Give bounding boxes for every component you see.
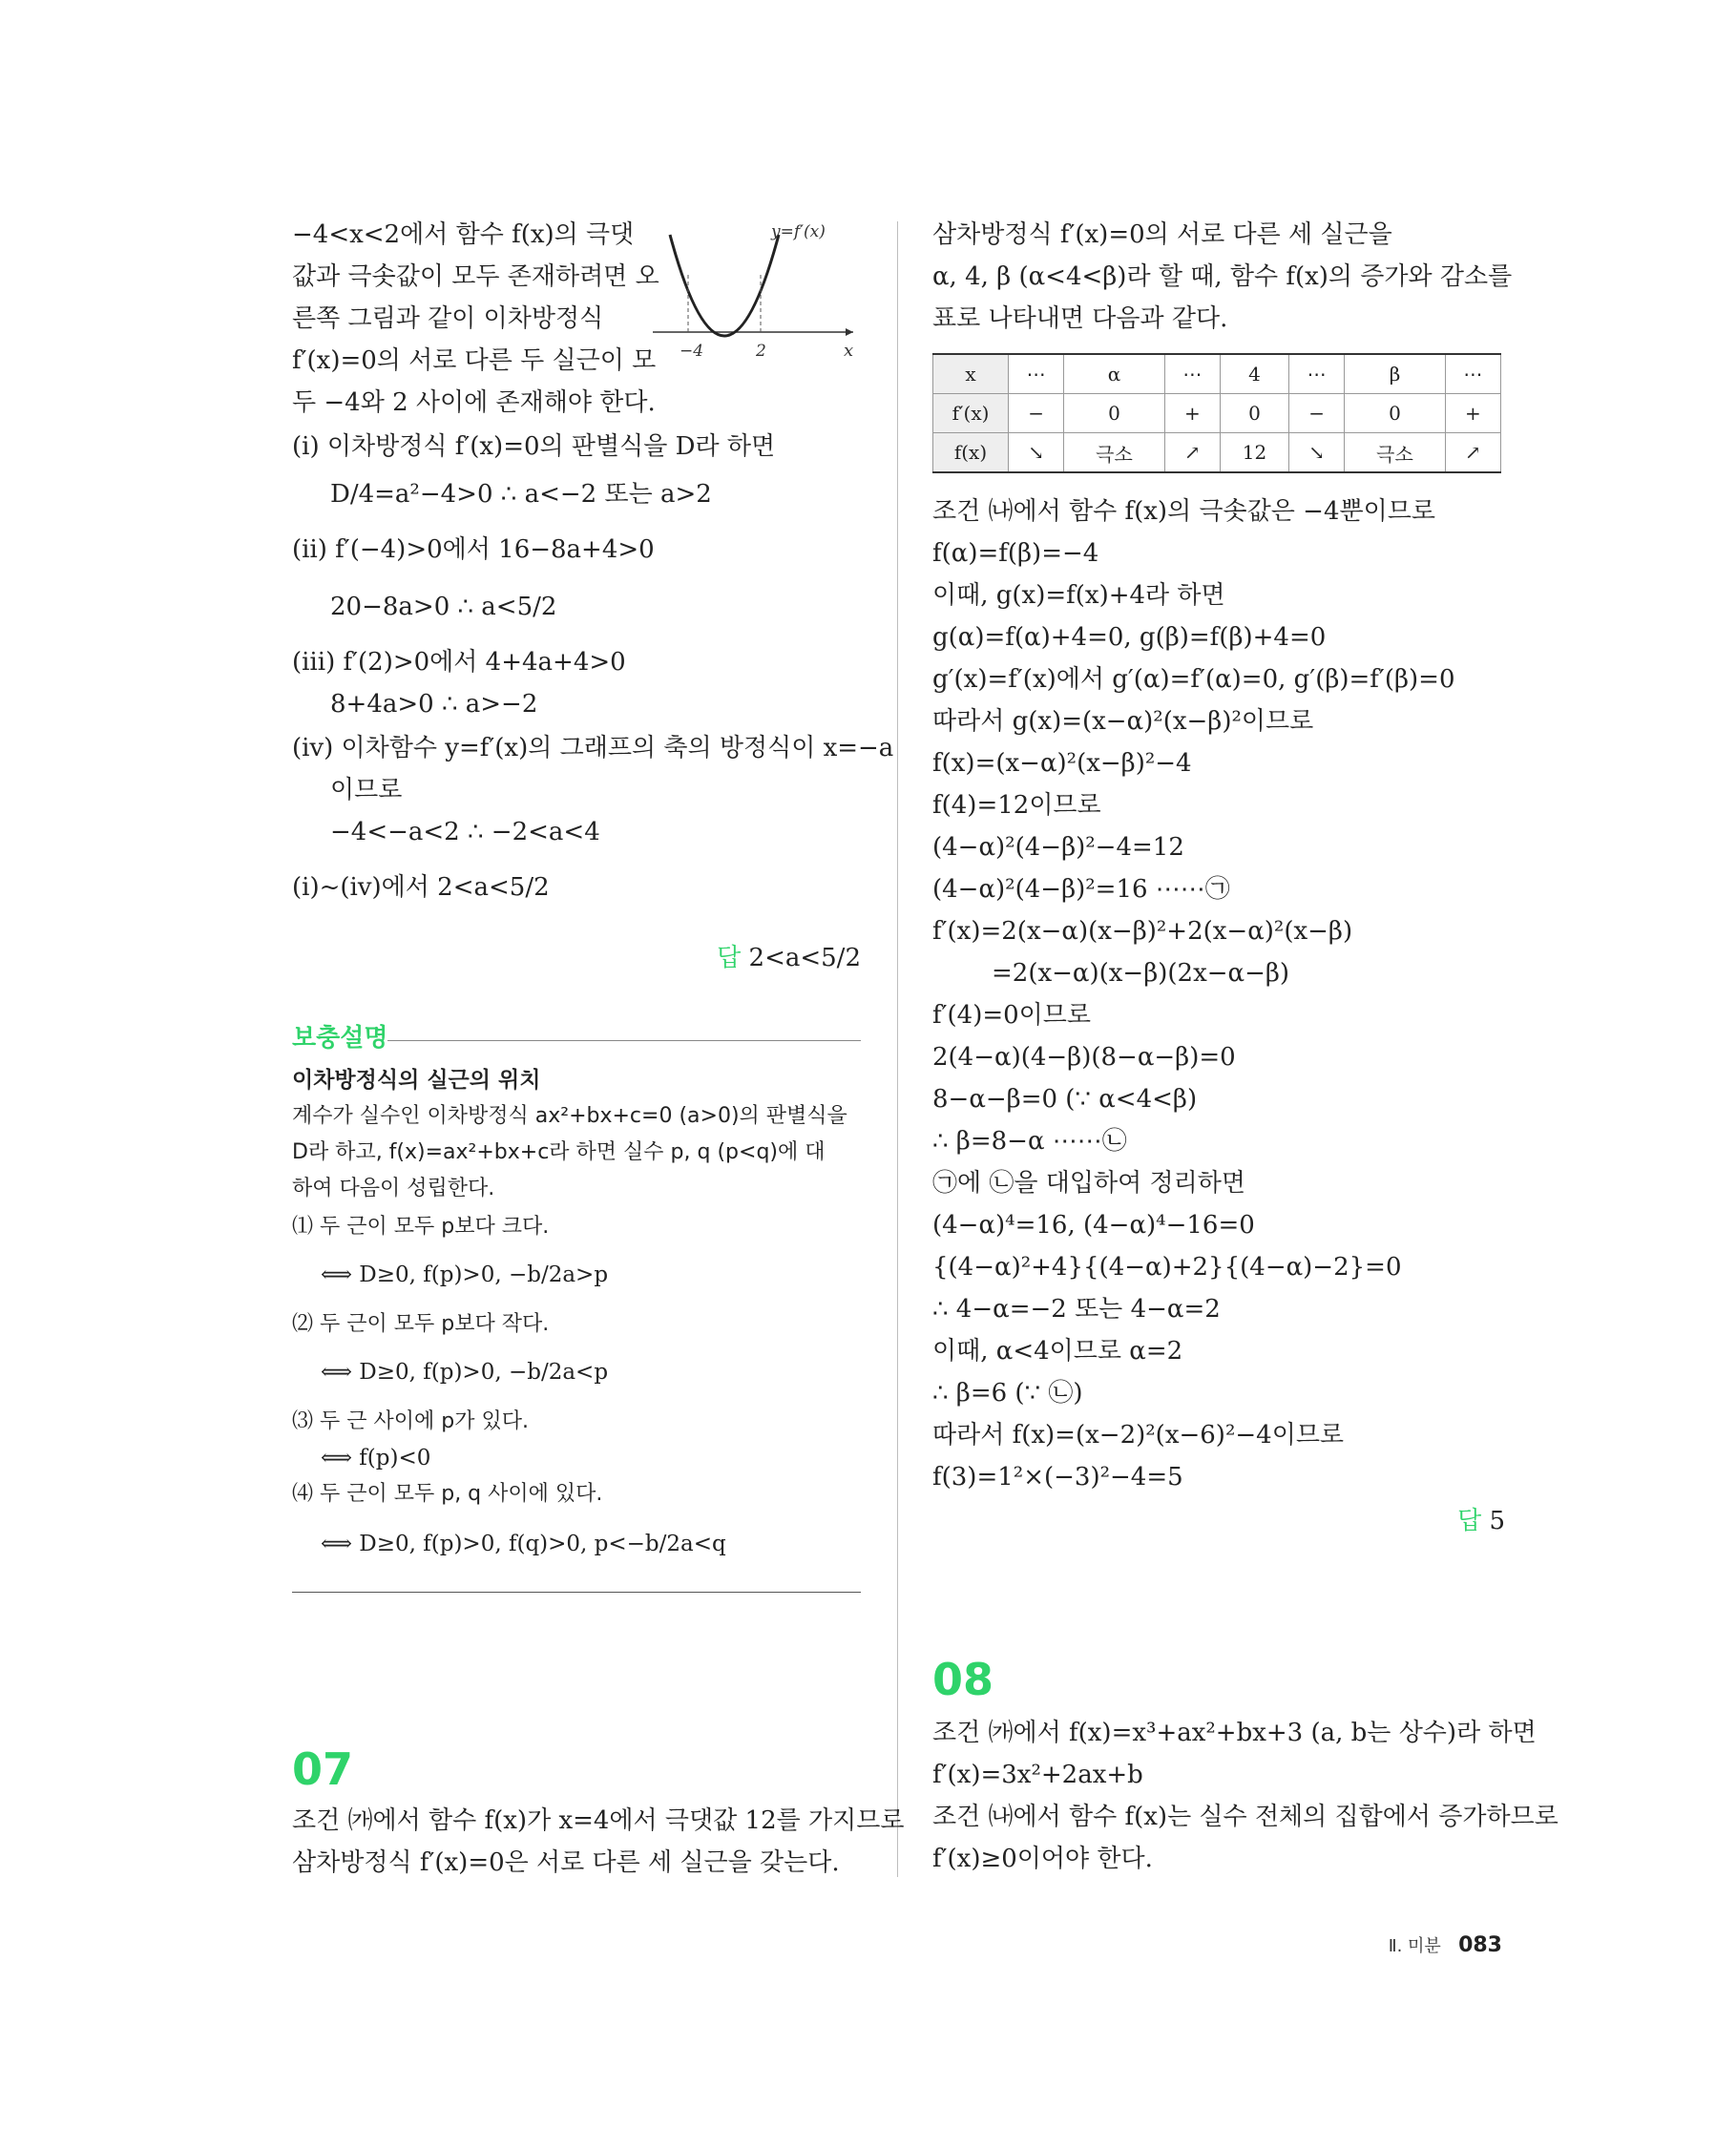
text-line: (4−α)²(4−β)²−4=12	[932, 833, 1184, 862]
supplement-line: 하여 다음이 성립한다.	[292, 1177, 495, 1200]
sign-table	[932, 353, 1501, 473]
column-divider	[897, 221, 898, 1877]
text-line: f′(x)=0의 서로 다른 두 실근이 모	[292, 346, 657, 375]
table-row	[933, 354, 1501, 394]
text-line: ㉠에 ㉡을 대입하여 정리하면	[932, 1169, 1245, 1198]
supplement-line: ⑵ 두 근이 모두 p보다 작다.	[292, 1312, 550, 1336]
answer-mark: 답	[1457, 1507, 1482, 1535]
text-line: 조건 ㈏에서 함수 f(x)의 극솟값은 −4뿐이므로	[932, 497, 1435, 526]
text-line: 8+4a>0 ∴ a>−2	[330, 690, 538, 719]
text-line: {(4−α)²+4}{(4−α)+2}{(4−α)−2}=0	[932, 1253, 1402, 1282]
text-line: ∴ 4−α=−2 또는 4−α=2	[932, 1295, 1221, 1324]
table-cell: 극소	[1345, 433, 1445, 473]
supplement-line: ⟺ f(p)<0	[321, 1446, 431, 1471]
text-line: 삼차방정식 f′(x)=0의 서로 다른 세 실근을	[932, 220, 1392, 249]
supplement-header-rule	[387, 1040, 861, 1041]
text-line: 조건 ㈏에서 함수 f(x)는 실수 전체의 집합에서 증가하므로	[932, 1803, 1558, 1831]
table-cell: ⋯	[1009, 354, 1064, 394]
supplement-line: ⑶ 두 근 사이에 p가 있다.	[292, 1409, 529, 1433]
text-line: 20−8a>0 ∴ a<5/2	[330, 593, 557, 621]
text-line: 표로 나타내면 다음과 같다.	[932, 304, 1228, 333]
text-line: 조건 ㈎에서 함수 f(x)가 x=4에서 극댓값 12를 가지므로	[292, 1806, 905, 1835]
table-cell: +	[1164, 394, 1220, 433]
supplement-line: D라 하고, f(x)=ax²+bx+c라 하면 실수 p, q (p<q)에 대	[292, 1140, 826, 1164]
table-cell: ↗	[1445, 433, 1500, 473]
answer-value: 5	[1489, 1507, 1505, 1535]
text-line: (ⅰ)~(ⅳ)에서 2<a<5/2	[292, 873, 550, 902]
table-cell: 12	[1220, 433, 1288, 473]
text-line: (4−α)⁴=16, (4−α)⁴−16=0	[932, 1211, 1255, 1240]
problem-number: 07	[292, 1743, 354, 1795]
section-label: Ⅱ. 미분	[1388, 1936, 1441, 1956]
table-cell: α	[1064, 354, 1164, 394]
text-line: 이때, g(x)=f(x)+4라 하면	[932, 581, 1225, 610]
text-line: f′(x)≥0이어야 한다.	[932, 1845, 1153, 1873]
table-cell: 0	[1220, 394, 1288, 433]
text-line: f(3)=1²×(−3)²−4=5	[932, 1463, 1183, 1492]
text-line: =2(x−α)(x−β)(2x−α−β)	[992, 959, 1290, 988]
text-line: D/4=a²−4>0 ∴ a<−2 또는 a>2	[330, 480, 712, 509]
text-line: (ⅱ) f′(−4)>0에서 16−8a+4>0	[292, 535, 655, 564]
text-line: 른쪽 그림과 같이 이차방정식	[292, 304, 604, 333]
text-line: (4−α)²(4−β)²=16 ⋯⋯㉠	[932, 875, 1230, 904]
text-line: −4<x<2에서 함수 f(x)의 극댓	[292, 220, 635, 249]
text-line: 두 −4와 2 사이에 존재해야 한다.	[292, 388, 656, 417]
table-cell: f′(x)	[933, 394, 1009, 433]
table-cell: β	[1345, 354, 1445, 394]
text-line: (ⅳ) 이차함수 y=f′(x)의 그래프의 축의 방정식이 x=−a	[292, 734, 894, 762]
table-cell: f(x)	[933, 433, 1009, 473]
text-line: 값과 극솟값이 모두 존재하려면 오	[292, 262, 659, 291]
tick-label: 2	[756, 342, 766, 361]
problem-number: 08	[932, 1654, 994, 1705]
text-line: f′(x)=3x²+2ax+b	[932, 1761, 1143, 1789]
text-line: 이므로	[330, 776, 403, 804]
text-line: 따라서 f(x)=(x−2)²(x−6)²−4이므로	[932, 1421, 1345, 1450]
table-cell: −	[1289, 394, 1345, 433]
supplement-bottom-rule	[292, 1592, 861, 1593]
supplement-line: ⟺ D≥0, f(p)>0, f(q)>0, p<−b/2a<q	[321, 1532, 726, 1556]
text-line: f(α)=f(β)=−4	[932, 539, 1099, 568]
text-line: 조건 ㈎에서 f(x)=x³+ax²+bx+3 (a, b는 상수)라 하면	[932, 1719, 1537, 1747]
answer	[717, 941, 861, 975]
text-line: −4<−a<2 ∴ −2<a<4	[330, 818, 600, 846]
text-line: (ⅰ) 이차방정식 f′(x)=0의 판별식을 D라 하면	[292, 432, 776, 461]
page-number: 083	[1458, 1933, 1502, 1957]
table-cell: ↘	[1289, 433, 1345, 473]
table-cell: +	[1445, 394, 1500, 433]
supplement-header: 보충설명	[292, 1024, 388, 1053]
table-cell: ⋯	[1445, 354, 1500, 394]
table-cell: ⋯	[1164, 354, 1220, 394]
supplement-line: ⑴ 두 근이 모두 p보다 크다.	[292, 1215, 550, 1239]
table-cell: −	[1009, 394, 1064, 433]
text-line: ∴ β=6 (∵ ㉡)	[932, 1379, 1083, 1408]
text-line: g′(x)=f′(x)에서 g′(α)=f′(α)=0, g′(β)=f′(β)=0	[932, 665, 1455, 694]
supplement-line: ⑷ 두 근이 모두 p, q 사이에 있다.	[292, 1482, 603, 1506]
x-axis-label: x	[844, 341, 854, 361]
table-row	[933, 394, 1501, 433]
table-cell: 4	[1220, 354, 1288, 394]
table-cell: ↗	[1164, 433, 1220, 473]
table-cell: ⋯	[1289, 354, 1345, 394]
answer-value: 2<a<5/2	[748, 944, 861, 972]
supplement-line: 계수가 실수인 이차방정식 ax²+bx+c=0 (a>0)의 판별식을	[292, 1104, 847, 1128]
page-footer	[1389, 1930, 1502, 1958]
text-line: α, 4, β (α<4<β)라 할 때, 함수 f(x)의 증가와 감소를	[932, 262, 1513, 291]
table-cell: 0	[1064, 394, 1164, 433]
text-line: 이때, α<4이므로 α=2	[932, 1337, 1183, 1366]
parabola-graph	[653, 218, 872, 399]
text-line: 2(4−α)(4−β)(8−α−β)=0	[932, 1043, 1236, 1072]
curve-label: y=f′(x)	[771, 222, 826, 241]
text-line: f′(4)=0이므로	[932, 1001, 1092, 1030]
text-line: (ⅲ) f′(2)>0에서 4+4a+4>0	[292, 648, 626, 677]
table-row	[933, 433, 1501, 473]
supplement-line: ⟺ D≥0, f(p)>0, −b/2a<p	[321, 1360, 609, 1385]
text-line: ∴ β=8−α ⋯⋯㉡	[932, 1127, 1127, 1156]
answer	[1457, 1504, 1505, 1538]
text-line: f(x)=(x−α)²(x−β)²−4	[932, 749, 1192, 778]
tick-label: −4	[680, 342, 704, 361]
table-cell: ↘	[1009, 433, 1064, 473]
supplement-line: ⟺ D≥0, f(p)>0, −b/2a>p	[321, 1262, 609, 1287]
answer-mark: 답	[717, 944, 742, 972]
table-cell: x	[933, 354, 1009, 394]
supplement-title: 이차방정식의 실근의 위치	[292, 1068, 541, 1093]
text-line: 8−α−β=0 (∵ α<4<β)	[932, 1085, 1198, 1114]
table-cell: 0	[1345, 394, 1445, 433]
text-line: 따라서 g(x)=(x−α)²(x−β)²이므로	[932, 707, 1314, 736]
text-line: g(α)=f(α)+4=0, g(β)=f(β)+4=0	[932, 623, 1327, 652]
text-line: f(4)=12이므로	[932, 791, 1101, 820]
text-line: f′(x)=2(x−α)(x−β)²+2(x−α)²(x−β)	[932, 917, 1353, 946]
text-line: 삼차방정식 f′(x)=0은 서로 다른 세 실근을 갖는다.	[292, 1848, 840, 1877]
table-cell: 극소	[1064, 433, 1164, 473]
